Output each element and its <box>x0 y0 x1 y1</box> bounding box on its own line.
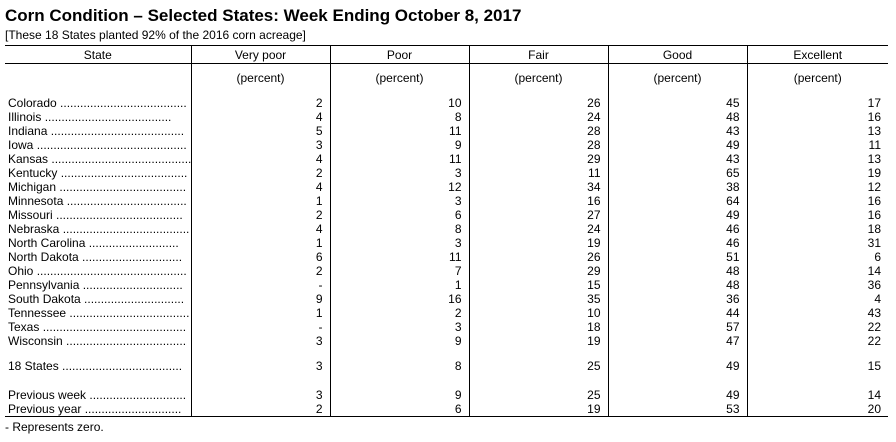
value-cell-good: 43 <box>608 124 747 138</box>
value-cell-excellent: 22 <box>747 320 888 334</box>
value-cell-good: 48 <box>608 278 747 292</box>
value-cell-excellent: 14 <box>747 264 888 278</box>
value-cell-very-poor: - <box>191 320 330 334</box>
spacer-cell <box>747 348 888 359</box>
dot-leader: .............................. <box>79 278 183 292</box>
table-row <box>5 320 888 334</box>
value-cell-fair: 10 <box>469 306 608 320</box>
value-cell-very-poor: 3 <box>191 359 330 373</box>
value-cell-poor: 8 <box>330 222 469 236</box>
dot-leader: .................................... <box>58 359 183 373</box>
state-cell <box>5 306 191 320</box>
dot-leader: ............................................. <box>33 264 187 278</box>
state-name: Nebraska <box>8 222 60 236</box>
value-cell-poor: 3 <box>330 166 469 180</box>
spacer-cell <box>608 348 747 359</box>
dot-leader: ...................................... <box>41 110 172 124</box>
dot-leader: .................................... <box>63 194 187 208</box>
spacer-cell <box>469 348 608 359</box>
value-cell-good: 49 <box>608 208 747 222</box>
state-cell <box>5 402 191 417</box>
value-cell-poor: 6 <box>330 402 469 417</box>
state-cell <box>5 334 191 348</box>
table-row <box>5 278 888 292</box>
value-cell-very-poor: 4 <box>191 222 330 236</box>
value-cell-fair: 19 <box>469 334 608 348</box>
state-name: North Carolina <box>8 236 86 250</box>
value-cell-excellent: 13 <box>747 152 888 166</box>
table-row <box>5 334 888 348</box>
value-cell-fair: 25 <box>469 359 608 373</box>
state-cell <box>5 180 191 194</box>
units-cell: (percent) <box>191 64 330 92</box>
value-cell-excellent: 6 <box>747 250 888 264</box>
value-cell-excellent: 17 <box>747 96 888 110</box>
value-cell-good: 36 <box>608 292 747 306</box>
spacer-cell <box>608 373 747 388</box>
total-row <box>5 359 888 373</box>
previous-week-row <box>5 388 888 402</box>
state-name: North Dakota <box>8 250 79 264</box>
state-cell <box>5 236 191 250</box>
value-cell-excellent: 31 <box>747 236 888 250</box>
value-cell-good: 53 <box>608 402 747 417</box>
value-cell-excellent: 22 <box>747 334 888 348</box>
table-row <box>5 124 888 138</box>
value-cell-poor: 3 <box>330 236 469 250</box>
spacer-cell <box>330 348 469 359</box>
value-cell-fair: 24 <box>469 222 608 236</box>
state-name: Kentucky <box>8 166 58 180</box>
value-cell-good: 38 <box>608 180 747 194</box>
value-cell-fair: 26 <box>469 250 608 264</box>
spacer-cell <box>5 373 191 388</box>
value-cell-very-poor: 6 <box>191 250 330 264</box>
units-cell: (percent) <box>608 64 747 92</box>
value-cell-excellent: 16 <box>747 208 888 222</box>
state-cell <box>5 152 191 166</box>
value-cell-poor: 9 <box>330 334 469 348</box>
value-cell-poor: 16 <box>330 292 469 306</box>
dot-leader: ........................................... <box>39 320 187 334</box>
value-cell-poor: 11 <box>330 152 469 166</box>
value-cell-poor: 8 <box>330 110 469 124</box>
value-cell-fair: 29 <box>469 152 608 166</box>
table-row <box>5 110 888 124</box>
units-cell: (percent) <box>330 64 469 92</box>
state-name: Kansas <box>8 152 49 166</box>
value-cell-fair: 18 <box>469 320 608 334</box>
column-header-state: State <box>5 46 191 64</box>
dot-leader: ........................................ <box>47 124 185 138</box>
dot-leader: ...................................... <box>59 222 190 236</box>
state-name: Iowa <box>8 138 34 152</box>
dot-leader: ............................. <box>86 388 187 402</box>
dot-leader: ............................. <box>81 402 182 416</box>
value-cell-very-poor: 2 <box>191 402 330 417</box>
value-cell-good: 57 <box>608 320 747 334</box>
spacer-cell <box>191 373 330 388</box>
state-name: Ohio <box>8 264 34 278</box>
spacer-row <box>5 348 888 359</box>
value-cell-excellent: 13 <box>747 124 888 138</box>
units-row <box>5 64 888 92</box>
dot-leader: .................................... <box>62 334 187 348</box>
value-cell-fair: 19 <box>469 402 608 417</box>
value-cell-excellent: 4 <box>747 292 888 306</box>
value-cell-excellent: 19 <box>747 166 888 180</box>
value-cell-fair: 11 <box>469 166 608 180</box>
value-cell-excellent: 16 <box>747 194 888 208</box>
previous-year-row <box>5 402 888 417</box>
value-cell-excellent: 15 <box>747 359 888 373</box>
value-cell-excellent: 11 <box>747 138 888 152</box>
dot-leader: .............................. <box>78 250 183 264</box>
value-cell-good: 48 <box>608 110 747 124</box>
value-cell-good: 51 <box>608 250 747 264</box>
dot-leader: ............................................. <box>33 138 187 152</box>
value-cell-poor: 9 <box>330 388 469 402</box>
table-row <box>5 180 888 194</box>
value-cell-good: 45 <box>608 96 747 110</box>
value-cell-very-poor: 1 <box>191 236 330 250</box>
value-cell-good: 47 <box>608 334 747 348</box>
value-cell-good: 48 <box>608 264 747 278</box>
value-cell-fair: 28 <box>469 138 608 152</box>
state-cell <box>5 96 191 110</box>
dot-leader: .............................. <box>80 292 185 306</box>
value-cell-fair: 24 <box>469 110 608 124</box>
value-cell-good: 46 <box>608 222 747 236</box>
units-cell: (percent) <box>469 64 608 92</box>
state-cell <box>5 278 191 292</box>
state-cell <box>5 124 191 138</box>
state-name: Texas <box>8 320 40 334</box>
state-name: Previous week <box>8 388 87 402</box>
value-cell-poor: 3 <box>330 320 469 334</box>
state-cell <box>5 320 191 334</box>
value-cell-fair: 26 <box>469 96 608 110</box>
value-cell-fair: 25 <box>469 388 608 402</box>
table-row <box>5 208 888 222</box>
value-cell-fair: 19 <box>469 236 608 250</box>
state-name: Tennessee <box>8 306 67 320</box>
dot-leader: ...................................... <box>56 96 187 110</box>
value-cell-excellent: 36 <box>747 278 888 292</box>
value-cell-fair: 28 <box>469 124 608 138</box>
table-row <box>5 138 888 152</box>
value-cell-very-poor: 3 <box>191 334 330 348</box>
value-cell-very-poor: 1 <box>191 306 330 320</box>
state-cell <box>5 194 191 208</box>
value-cell-very-poor: - <box>191 278 330 292</box>
subtitle: [These 18 States planted 92% of the 2016 corn acreage] <box>5 28 306 42</box>
value-cell-fair: 29 <box>469 264 608 278</box>
value-cell-poor: 9 <box>330 138 469 152</box>
value-cell-good: 65 <box>608 166 747 180</box>
value-cell-very-poor: 5 <box>191 124 330 138</box>
table-row <box>5 194 888 208</box>
column-header-fair: Fair <box>469 46 608 64</box>
value-cell-good: 43 <box>608 152 747 166</box>
header-row <box>5 46 888 64</box>
spacer-cell <box>747 373 888 388</box>
state-cell <box>5 250 191 264</box>
dot-leader: .......................................... <box>48 152 191 166</box>
value-cell-excellent: 20 <box>747 402 888 417</box>
value-cell-very-poor: 3 <box>191 388 330 402</box>
dot-leader: ........................... <box>85 236 179 250</box>
state-cell <box>5 208 191 222</box>
units-cell-blank <box>5 64 191 92</box>
column-header-excellent: Excellent <box>747 46 888 64</box>
state-cell <box>5 388 191 402</box>
state-name: Previous year <box>8 402 82 416</box>
value-cell-fair: 34 <box>469 180 608 194</box>
state-name: Minnesota <box>8 194 64 208</box>
state-name: Michigan <box>8 180 57 194</box>
value-cell-poor: 2 <box>330 306 469 320</box>
state-name: 18 States <box>8 359 59 373</box>
dot-leader: ...................................... <box>57 166 188 180</box>
table-row <box>5 264 888 278</box>
spacer-cell <box>5 348 191 359</box>
spacer-cell <box>191 348 330 359</box>
value-cell-excellent: 14 <box>747 388 888 402</box>
value-cell-good: 64 <box>608 194 747 208</box>
value-cell-very-poor: 4 <box>191 180 330 194</box>
value-cell-fair: 15 <box>469 278 608 292</box>
value-cell-very-poor: 3 <box>191 138 330 152</box>
value-cell-very-poor: 4 <box>191 110 330 124</box>
dot-leader: ...................................... <box>52 208 183 222</box>
spacer-cell <box>469 373 608 388</box>
table-row <box>5 292 888 306</box>
units-cell: (percent) <box>747 64 888 92</box>
value-cell-very-poor: 2 <box>191 264 330 278</box>
table-row <box>5 236 888 250</box>
value-cell-good: 46 <box>608 236 747 250</box>
state-name: Colorado <box>8 96 57 110</box>
corn-condition-table <box>5 45 888 417</box>
state-name: South Dakota <box>8 292 81 306</box>
value-cell-poor: 11 <box>330 124 469 138</box>
value-cell-poor: 1 <box>330 278 469 292</box>
value-cell-poor: 7 <box>330 264 469 278</box>
state-cell <box>5 222 191 236</box>
footnote: - Represents zero. <box>5 420 104 434</box>
dot-leader: .................................... <box>66 306 190 320</box>
table-body <box>5 91 888 417</box>
table-row <box>5 222 888 236</box>
page-title: Corn Condition – Selected States: Week Ending October 8, 2017 <box>5 6 522 25</box>
table-row <box>5 166 888 180</box>
value-cell-good: 49 <box>608 138 747 152</box>
dot-leader: ...................................... <box>56 180 187 194</box>
value-cell-poor: 8 <box>330 359 469 373</box>
value-cell-very-poor: 1 <box>191 194 330 208</box>
state-name: Wisconsin <box>8 334 63 348</box>
value-cell-very-poor: 4 <box>191 152 330 166</box>
value-cell-poor: 6 <box>330 208 469 222</box>
value-cell-fair: 27 <box>469 208 608 222</box>
value-cell-poor: 11 <box>330 250 469 264</box>
value-cell-excellent: 43 <box>747 306 888 320</box>
state-name: Pennsylvania <box>8 278 80 292</box>
value-cell-good: 49 <box>608 359 747 373</box>
state-cell <box>5 110 191 124</box>
state-cell <box>5 292 191 306</box>
column-header-poor: Poor <box>330 46 469 64</box>
value-cell-excellent: 16 <box>747 110 888 124</box>
state-name: Missouri <box>8 208 53 222</box>
value-cell-excellent: 12 <box>747 180 888 194</box>
value-cell-good: 49 <box>608 388 747 402</box>
value-cell-fair: 16 <box>469 194 608 208</box>
state-cell <box>5 166 191 180</box>
column-header-good: Good <box>608 46 747 64</box>
state-cell <box>5 138 191 152</box>
table-row <box>5 250 888 264</box>
state-name: Indiana <box>8 124 48 138</box>
value-cell-poor: 10 <box>330 96 469 110</box>
spacer-cell <box>330 373 469 388</box>
table-row <box>5 306 888 320</box>
column-header-very-poor: Very poor <box>191 46 330 64</box>
value-cell-poor: 3 <box>330 194 469 208</box>
value-cell-fair: 35 <box>469 292 608 306</box>
value-cell-poor: 12 <box>330 180 469 194</box>
value-cell-good: 44 <box>608 306 747 320</box>
value-cell-excellent: 18 <box>747 222 888 236</box>
value-cell-very-poor: 2 <box>191 166 330 180</box>
state-cell <box>5 359 191 373</box>
table-row <box>5 96 888 110</box>
value-cell-very-poor: 2 <box>191 96 330 110</box>
state-cell <box>5 264 191 278</box>
value-cell-very-poor: 2 <box>191 208 330 222</box>
spacer-row <box>5 373 888 388</box>
table-row <box>5 152 888 166</box>
value-cell-very-poor: 9 <box>191 292 330 306</box>
state-name: Illinois <box>8 110 42 124</box>
